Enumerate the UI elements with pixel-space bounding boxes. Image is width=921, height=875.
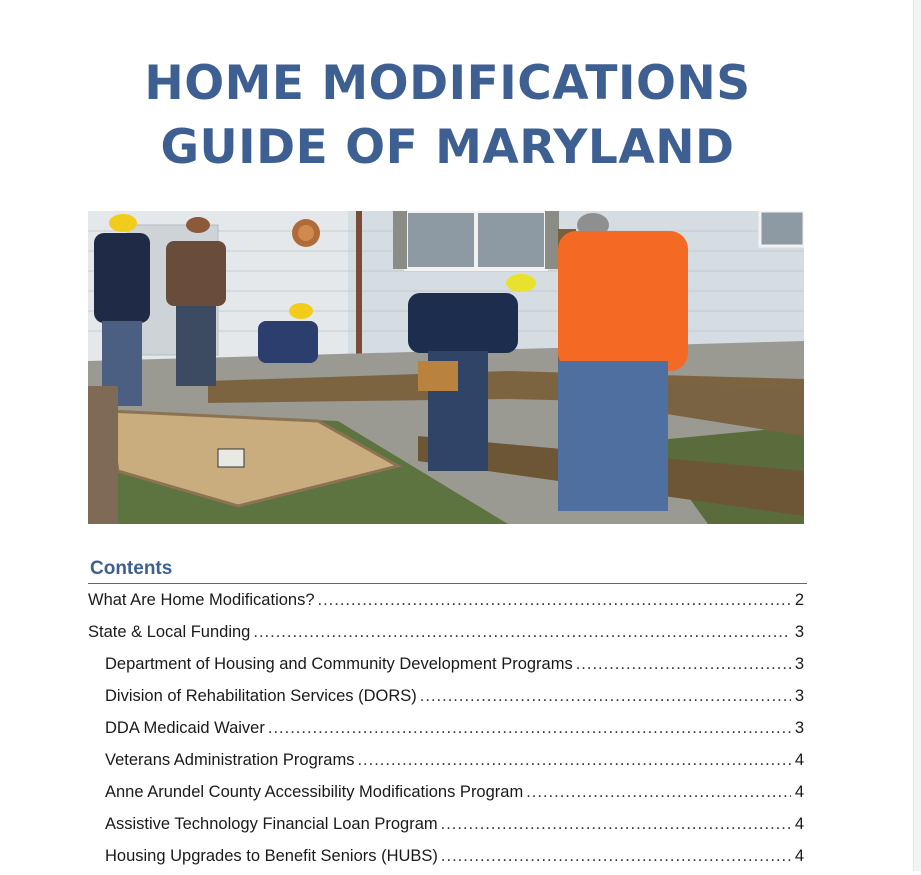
toc-entry-label: What Are Home Modifications? — [88, 591, 315, 609]
toc-dot-leader — [441, 811, 791, 837]
toc-dot-leader — [318, 587, 791, 613]
toc-entry-label: Anne Arundel County Accessibility Modifications Program — [105, 783, 524, 801]
toc-entry-label: Assistive Technology Financial Loan Program — [105, 815, 438, 833]
toc-dot-leader — [526, 779, 791, 805]
table-of-contents — [88, 587, 804, 875]
toc-entry-assistive-technology-loan[interactable] — [88, 811, 804, 843]
document-title — [0, 52, 895, 180]
title-line-2: GUIDE OF MARYLAND — [160, 120, 735, 175]
toc-page-number: 4 — [794, 751, 804, 769]
toc-entry-dors[interactable] — [88, 683, 804, 715]
toc-dot-leader — [576, 651, 791, 677]
toc-entry-label: Veterans Administration Programs — [105, 751, 355, 769]
toc-dot-leader — [441, 843, 791, 869]
page-scroll-edge — [913, 0, 921, 871]
cover-photo-volunteers-building-ramp — [88, 211, 804, 524]
toc-page-number: 3 — [794, 623, 804, 641]
contents-heading: Contents — [90, 558, 173, 579]
contents-divider — [88, 583, 807, 584]
toc-dot-leader — [357, 747, 791, 773]
toc-entry-what-are-home-modifications[interactable] — [88, 587, 804, 619]
toc-page-number: 3 — [794, 719, 804, 737]
title-line-1: HOME MODIFICATIONS — [144, 56, 751, 111]
toc-entry-label: Housing Upgrades to Benefit Seniors (HUBS) — [105, 847, 438, 865]
toc-entry-label: Division of Rehabilitation Services (DORS) — [105, 687, 417, 705]
toc-dot-leader — [253, 619, 791, 645]
toc-entry-hubs[interactable] — [88, 843, 804, 875]
toc-page-number: 3 — [794, 687, 804, 705]
toc-page-number: 3 — [794, 655, 804, 673]
toc-entry-veterans-administration[interactable] — [88, 747, 804, 779]
toc-entry-anne-arundel-county[interactable] — [88, 779, 804, 811]
toc-entry-label: DDA Medicaid Waiver — [105, 719, 265, 737]
toc-entry-dda-medicaid-waiver[interactable] — [88, 715, 804, 747]
toc-page-number: 4 — [794, 783, 804, 801]
toc-page-number: 4 — [794, 815, 804, 833]
toc-dot-leader — [268, 715, 791, 741]
toc-entry-label: State & Local Funding — [88, 623, 251, 641]
toc-page-number: 4 — [794, 847, 804, 865]
toc-entry-label: Department of Housing and Community Development Programs — [105, 655, 573, 673]
toc-dot-leader — [420, 683, 791, 709]
toc-entry-dhcd-programs[interactable] — [88, 651, 804, 683]
toc-entry-state-local-funding[interactable] — [88, 619, 804, 651]
toc-page-number: 2 — [794, 591, 804, 609]
